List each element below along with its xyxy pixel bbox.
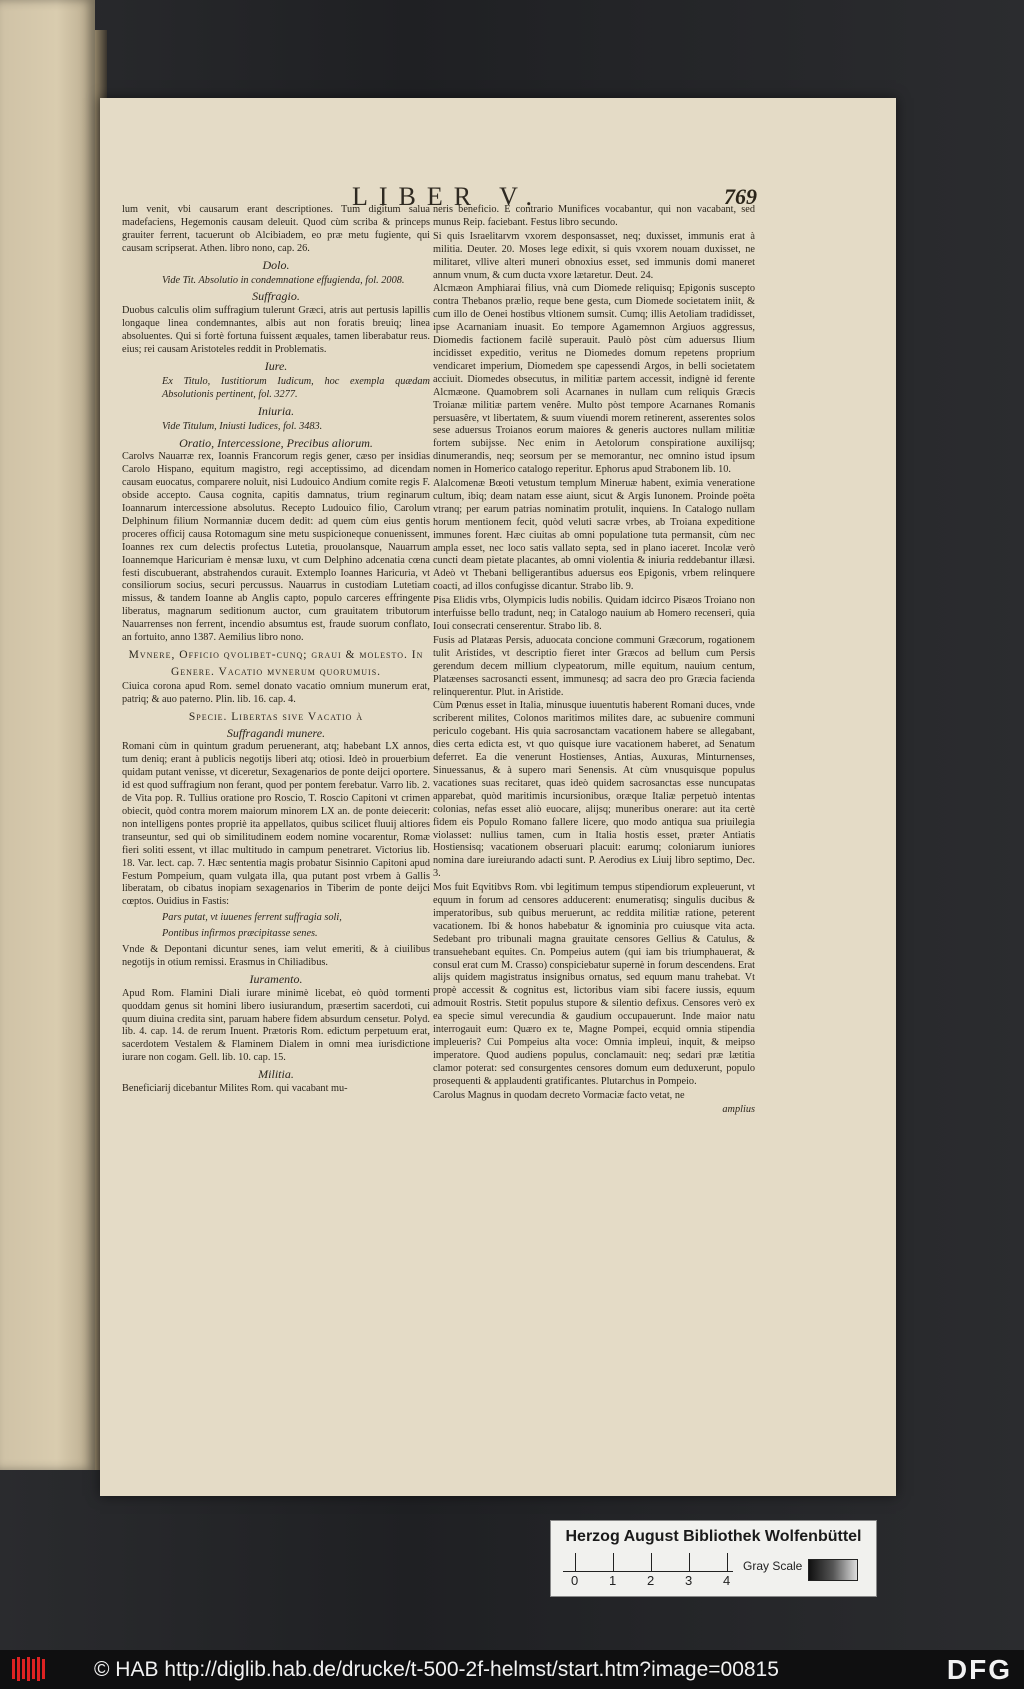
- ruler-tick-label: 3: [685, 1573, 693, 1588]
- left-column-ref: Vide Tit. Absolutio in condemnatione effugienda, fol. 2008.: [162, 274, 405, 286]
- left-column-heading: Oratio, Intercessione, Precibus aliorum.: [179, 435, 373, 450]
- ruler-tick: [651, 1553, 652, 1571]
- left-column-para: Ciuica corona apud Rom. semel donato vacatio omnium munerum erat, patriq; & auo paterno. Plin. lib. 16. cap. 4.: [122, 680, 430, 705]
- left-column-heading: Iure.: [264, 358, 288, 373]
- left-text-column: [122, 204, 430, 1097]
- left-column-ref: Vide Titulum, Iniusti Iudices, fol. 3483.: [162, 420, 323, 432]
- ruler-tick: [575, 1553, 576, 1571]
- left-column-heading: Dolo.: [262, 257, 290, 272]
- page-number: 769: [724, 184, 757, 209]
- source-url-link[interactable]: © HAB http://diglib.hab.de/drucke/t-500-2f-helmst/start.htm?image=00815: [94, 1658, 779, 1681]
- left-column-heading: Militia.: [258, 1067, 294, 1082]
- dfg-logo: DFG: [946, 1654, 1012, 1685]
- left-column-para: Carolvs Nauarræ rex, Ioannis Francorum regis gener, cæso per insidias Carolo Hispano, equitum magistro, regi acceptissimo, ad dicendam causam euocatus, comparere noluit, nisi Ludouico Andium comite regis F. obside accepto. Causa cognita, capitis damnatus, trium reginarum Ioannarum intercessione absolutus. Recepto Ludouico filio, Carolum Delphinum filium Normanniæ ducem dedit: ad quem cùm eius gentis proceres officij causa Rotomagum sine metu suspicioneque conuenissent, Ioannes rex cum delectis profectus Lutetia, prouolansque, Nauarrum Ioannemque Haricuriam è mensæ luxu, vt cum Delphino adcenatia cœna festi discubuerant, abstrahendos curauit. Extemplo Ioannes Haricuria, vt consiliorum socius, securi percussus. Nauarrus in custodiam Lutetiam missus, & tandem Ioanne ab Anglis capto, populo carceres effringente liberatus, magnarum seditionum auctor, cum grauitatem tributorum Nauarrenses non ferrent, incendio absumtus est, fraude suorum conflato, an fortuito, anno 1387. Aemilius libro nono.: [122, 451, 430, 644]
- right-column-para: Fusis ad Platæas Persis, aduocata concione communi Græcorum, rogationem tulit Aristides, vt descriptio fieret inter Græcos ad bellum cum Persis gerendum decem millium clypeatorum, mille equitum, nauium centum, Platæenses sacrosancti essent, immunesq; ad sacra deo pro Græcia facienda relinquerentur. Plut. in Aristide.: [433, 634, 755, 698]
- left-column-heading: Iniuria.: [257, 403, 295, 418]
- left-column-heading: Suffragandi munere.: [226, 725, 326, 740]
- ruler-tick-label: 0: [571, 1573, 579, 1588]
- left-column-verse: Pars putat, vt iuuenes ferrent suffragia soli,: [162, 912, 342, 924]
- right-column-para: Cùm Pœnus esset in Italia, minusque iuuentutis haberent Romani duces, vnde scriberent milites, Colonos maritimos milites dare, ac subuenire communi periculo cogebant. His quia sacrosanctam vacationem habere se allegabant, dies certa edicta est, vt quo quisque iure vacationem haberet, ad Senatum deferret. Ea die venerunt Hostienses, Antias, Auxuras, Minturnenses, Sinuessanus, & à supero mari Senensis. At cùm vnusquisque populus vacationes suas recitaret, quas ideò quidem sacrosanctas esse nuncupatas apparebat, quòd maritimis incursionibus, oræque Italiæ perpetuò intentas colonias, nefas esset aliò euocare, alijsq; muneribus onerare: aut ita certè fidem eis Populo Romano fallere licere, quo modo antiqua sua priuilegia violasset: nullius tamen, cum in Italia hostis esset, præter Antiatis Hostiensisq; vacationem obseruari placuit: earumq; coloniarum iuniores nomina dare iureiurando adacti sunt. P. Aerodius ex Liuij libro septimo, Dec. 3.: [433, 700, 755, 880]
- right-column-para: Mos fuit Eqvitibvs Rom. vbi legitimum tempus stipendiorum expleuerunt, vt equum in forum ad censores adducerent: enumeratisq; singulis ducibus & imperatoribus, sub quibus meruerunt, ac reddita militiæ ratione, peterent vacationem. Ibi & honos habebatur & ignominia pro cuiusque vita acta. Sedebant pro tribunali magna grauitate censores Gellius & Catulus, & transuehebant equites. Cn. Pompeius autem (qui iam bis triumphauerat, & consul erat cum M. Crasso) conspiciebatur supernè in forum descendens. Erat alijs quidem magistratus insignibus ornatus, sed equum manu trahebat. Vt propè accessit & cognitus est, lictoribus viam sibi facere iussis, equum admouit Rostris. Stetit populus stupore & silentio defixus. Censores verò ex ea specie simul verecundia & gaudium occupauerunt. Inde maior natu interrogauit eum: Quæro ex te, Magne Pompei, ecquid omnia stipendia impleueris? Cui Pompeius alta voce: Omnia impleui, inquit, & meipso imperatore. Quod audiens populus, conclamauit: neq; sedari præ lætitia clamor poterat: sed consurgentes censores domum eum deduxerunt, populo prosequenti & applaudenti gratificantes. Plutarchus in Pompeio.: [433, 882, 755, 1087]
- viewer-footer: [0, 1650, 1024, 1689]
- color-calibration-card: [550, 1520, 877, 1597]
- ruler-tick: [689, 1553, 690, 1571]
- gray-scale-swatch: [808, 1559, 858, 1581]
- right-column-para: Alcmæon Amphiarai filius, vnà cum Diomede reliquisq; Epigonis suscepto contra Thebanos prælio, reque bene gesta, cum Diomede societatem iniit, & cum illo de Oenei hostibus vltionem sumsit. Cumq; illis Aetoliam tradidisset, ipse Acarnaniam inuasit. Eo tempore Agamemnon Argiuos aggressus, Diomedis factionem facilè superauit. Paulò pòst cùm aduersus Ilium incidisset expeditio, veritus ne Diomedes domum repetens proprium vendicaret imperium, Diomedem spe capessendi Argos, in belli societatem acciuit. Diomedes obsecutus, in militiæ partem accessit, indignè id ferente Alcmæone. Quamobrem soli Acarnanes in nullam cum reliquis Græcis Troianæ militiæ partem venêre. Multo pòst tempore Acarnanes Romanis persuasêre, vt libertatem, & suum viuendi morem retinerent, asserentes solos sese aduersus Troianos eorum maiores & generis auctores nullam militiæ fortem subijsse. Nec enim in Aetolorum conspiratione auxilijsq; dinumerandis, neq; seorsum per se memorantur, nec omnino istud ipsum nomen in Homerico catalogo reperitur. Ephorus apud Strabonem lib. 10.: [433, 283, 755, 476]
- library-name: Herzog August Bibliothek Wolfenbüttel: [565, 1528, 862, 1545]
- left-column-para: Vnde & Depontani dicuntur senes, iam velut emeriti, & à ciuilibus negotijs in otium remissi. Erasmus in Chiliadibus.: [122, 944, 430, 968]
- ruler-tick-label: 4: [723, 1573, 731, 1588]
- left-column-para: Romani cùm in quintum gradum peruenerant, atq; habebant LX annos, tum deniq; erant à publicis negotijs liberi atq; otiosi. Ideò in prouerbium quidam putant venisse, vt diceretur, Sexagenarios de ponte deijci oportere. id est quod suffragium non ferant, quod per pontem ferebatur. Varro lib. 2. de Vita pop. R. Tullius oratione pro Roscio, T. Roscio Capitoni vt crimen obiecit, quòd contra morem maiorum minorem LX an. de ponte deiecerit: non intelligens pontes propriè ita appellatos, quibus scilicet fluuij altiores transeuntur, sed qui ob similitudinem eodem nomine vocarentur, Romæ fieri soliti essent, vt illac multitudo in campum penetraret. Victorius lib. 18. Var. lect. cap. 7. Hæc sententia magis probatur Sisinnio Capitoni apud Festum Pompeium, quam vulgata illa, qua putant post vrbem à Gallis liberatam, ob cibatus inopiam sexagenarios in Tiberim de ponte deijci cœptos. Ouidius in Fastis:: [122, 741, 430, 908]
- right-column-para: Alalcomenæ Bœoti vetustum templum Mineruæ habent, eximia veneratione cultum, ibiq; deam natam esse aiunt, sicut & Argis Iunonem. Proinde poëta vtranq; per earum patrias nominatim protulit, inquiens. In Catalogo nullam horum mentionem fecit, quòd veluti sacræ vrbes, ab Troiana expeditione immunes forent. Hæc ciuitas ab omni populatione tuta permansit, cùm nec ampla esset, nec loco satis vallato septa, sed in plano iaceret. Incolæ verò cuncti deam pietate placantes, ab omni violentia & iniuria reddebantur illæsi. Adeò vt Thebani belligerantibus aduersus eos Epigonis, vrbem relinquere coacti, ad illos confugisse dicantur. Strabo lib. 9.: [433, 478, 755, 593]
- gray-scale-label: Gray Scale: [743, 1559, 803, 1573]
- left-column-para: lum venit, vbi causarum erant descriptiones. Tum digitum salua madefaciens, Hegemonis causam deleuit. Quod cùm scriba & princeps grauiter ferrent, tacuerunt ob Alcibiadem, eo præ metu fugiente, qui causam scripserat. Athen. libro nono, cap. 26.: [122, 204, 430, 254]
- left-column-para: Beneficiarij dicebantur Milites Rom. qui vacabant mu-: [122, 1083, 348, 1095]
- right-column-para: Pisa Elidis vrbs, Olympicis ludis nobilis. Quidam idcirco Pisæos Troiano non interfuisse bello tradunt, neq; in Catalogo nauium ab Homero recenseri, quia Ioui consecrati censerentur. Strabo lib. 8.: [433, 595, 755, 632]
- left-column-caps: Mvnere, Officio qvolibet-cunq; graui & molesto. In: [128, 649, 424, 661]
- right-column-catch: amplius: [722, 1103, 755, 1115]
- left-column-caps: Specie. Libertas sive Vacatio à: [188, 710, 364, 723]
- hab-logo-icon: [10, 1655, 48, 1683]
- left-column-caps: Genere. Vacatio mvnerum quorumuis.: [170, 665, 382, 678]
- scale-row: [563, 1553, 863, 1593]
- right-text-column: [433, 204, 755, 1116]
- ruler-tick-label: 2: [647, 1573, 655, 1588]
- ruler-scale: [563, 1553, 733, 1588]
- ruler-tick: [613, 1553, 614, 1571]
- left-column-para: Apud Rom. Flamini Diali iurare minimè licebat, eò quòd tormenti quoddam genus sit homini libero iusiurandum, præsertim sacerdoti, cui quum diuina credita sint, paruam habere fidem absurdum censetur. Polyd. lib. 4. cap. 14. de rerum Inuent. Prætoris Rom. edictum perpetuum erat, sacerdotem Vestalem & Flaminem Dialem in omni mea iurisdictione iurare non cogam. Gell. lib. 10. cap. 15.: [122, 987, 430, 1064]
- left-column-verse: Pontibus infirmos præcipitasse senes.: [162, 928, 318, 940]
- left-column-ref: Ex Titulo, Iustitiorum Iudicum, hoc exempla quædam Absolutionis pertinent, fol. 3277.: [162, 375, 430, 400]
- left-column-para: Duobus calculis olim suffragium tulerunt Græci, atris aut pertusis lapillis longaque linea condemnantes, albis aut non foratis breuiq; linea absoluentes. Qui si fortè fortuna fuissent æquales, tamen liberabatur reus. eius; rei causam Aristoteles reddit in Problematis.: [122, 305, 430, 356]
- left-column-heading: Iuramento.: [249, 971, 303, 986]
- running-head: LIBER V.: [352, 182, 544, 211]
- right-column-para: Carolus Magnus in quodam decreto Vormaciæ facto vetat, ne: [433, 1089, 685, 1101]
- ruler-tick-label: 1: [609, 1573, 617, 1588]
- left-column-heading: Suffragio.: [252, 289, 300, 304]
- right-column-para: neris beneficio. E contrario Munifices vocabantur, qui non vacabant, sed munus Reip. faciebant. Festus libro secundo.: [433, 204, 755, 228]
- facing-page-edge: [0, 0, 95, 1470]
- right-column-para: Si quis Israelitarvm vxorem desponsasset, neq; duxisset, immunis erat à militia. Deuter. 20. Moses lege edixit, si quis vxorem nouam duxisset, ne militaret, vllive alteri muneri obnoxius esset, sed immunis domi maneret annum vnum, & cum ducta vxore lætaretur. Deut. 24.: [433, 230, 755, 281]
- scanned-page: [100, 98, 896, 1496]
- ruler-tick: [727, 1553, 728, 1571]
